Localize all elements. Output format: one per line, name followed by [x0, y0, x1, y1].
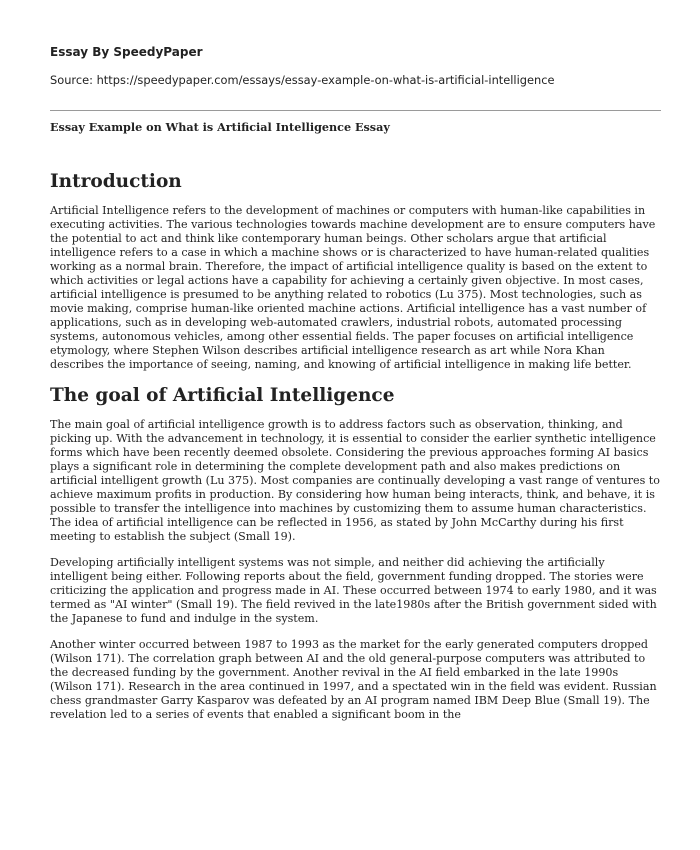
section-heading-goal: The goal of Artificial Intelligence [50, 385, 395, 406]
paragraph: The main goal of artificial intelligence growth is to address factors such as observation, thinking, and picking up. With the advancement in technology, it is essential to consider the earlier synthetic intelligence forms which have been recently deemed obsolete. Considering the previous approaches forming AI basics plays a significant role in determining the complete development path and also makes predictions on artificial intelligent growth (Lu 375). Most companies are continually developing a vast range of ventures to achieve maximum profits in production. By considering how human being interacts, think, and behave, it is possible to transfer the intelligence into machines by customizing them to assume human characteristics. The idea of artificial intelligence can be reflected in 1956, as stated by John McCarthy during his first meeting to establish the subject (Small 19). [50, 418, 660, 543]
essay-body [50, 170, 661, 734]
header-divider [50, 110, 661, 111]
section-heading-introduction: Introduction [50, 171, 182, 192]
essay-title: Essay Example on What is Artificial Intelligence Essay [50, 120, 390, 134]
paragraph: Artificial Intelligence refers to the development of machines or computers with human-like capabilities in executing activities. The various technologies towards machine development are to ensure computers have the potential to act and think like contemporary human beings. Other scholars argue that artificial intelligence refers to a case in which a machine shows or is characterized to have human-related qualities working as a normal brain. Therefore, the impact of artificial intelligence quality is based on the extent to which activities or legal actions have a capability for achieving a certainly given objective. In most cases, artificial intelligence is presumed to be anything related to robotics (Lu 375). Most technologies, such as movie making, comprise human-like oriented machine actions. Artificial intelligence has a vast number of applications, such as in developing web-automated crawlers, industrial robots, automated processing systems, autonomous vehicles, among other essential fields. The paper focuses on artificial intelligence etymology, where Stephen Wilson describes artificial intelligence research as art while Nora Khan describes the importance of seeing, naming, and knowing of artificial intelligence in making life better. [50, 204, 656, 371]
source-line: Source: https://speedypaper.com/essays/essay-example-on-what-is-artificial-intelligence [50, 73, 555, 87]
paragraph: Developing artificially intelligent systems was not simple, and neither did achieving the artificially intelligent being either. Following reports about the field, government funding dropped. The stories were criticizing the application and progress made in AI. These occurred between 1974 to early 1980, and it was termed as "AI winter" (Small 19). The field revived in the late1980s after the British government sided with the Japanese to fund and indulge in the system. [50, 556, 657, 625]
paragraph: Another winter occurred between 1987 to 1993 as the market for the early generated computers dropped (Wilson 171). The correlation graph between AI and the old general-purpose computers was attributed to the decreased funding by the government. Another revival in the AI field embarked in the late 1990s (Wilson 171). Research in the area continued in 1997, and a spectated win in the field was evident. Russian chess grandmaster Garry Kasparov was defeated by an AI program named IBM Deep Blue (Small 19). The revelation led to a series of events that enabled a significant boom in the [50, 638, 657, 721]
header-title: Essay By SpeedyPaper [50, 45, 203, 59]
